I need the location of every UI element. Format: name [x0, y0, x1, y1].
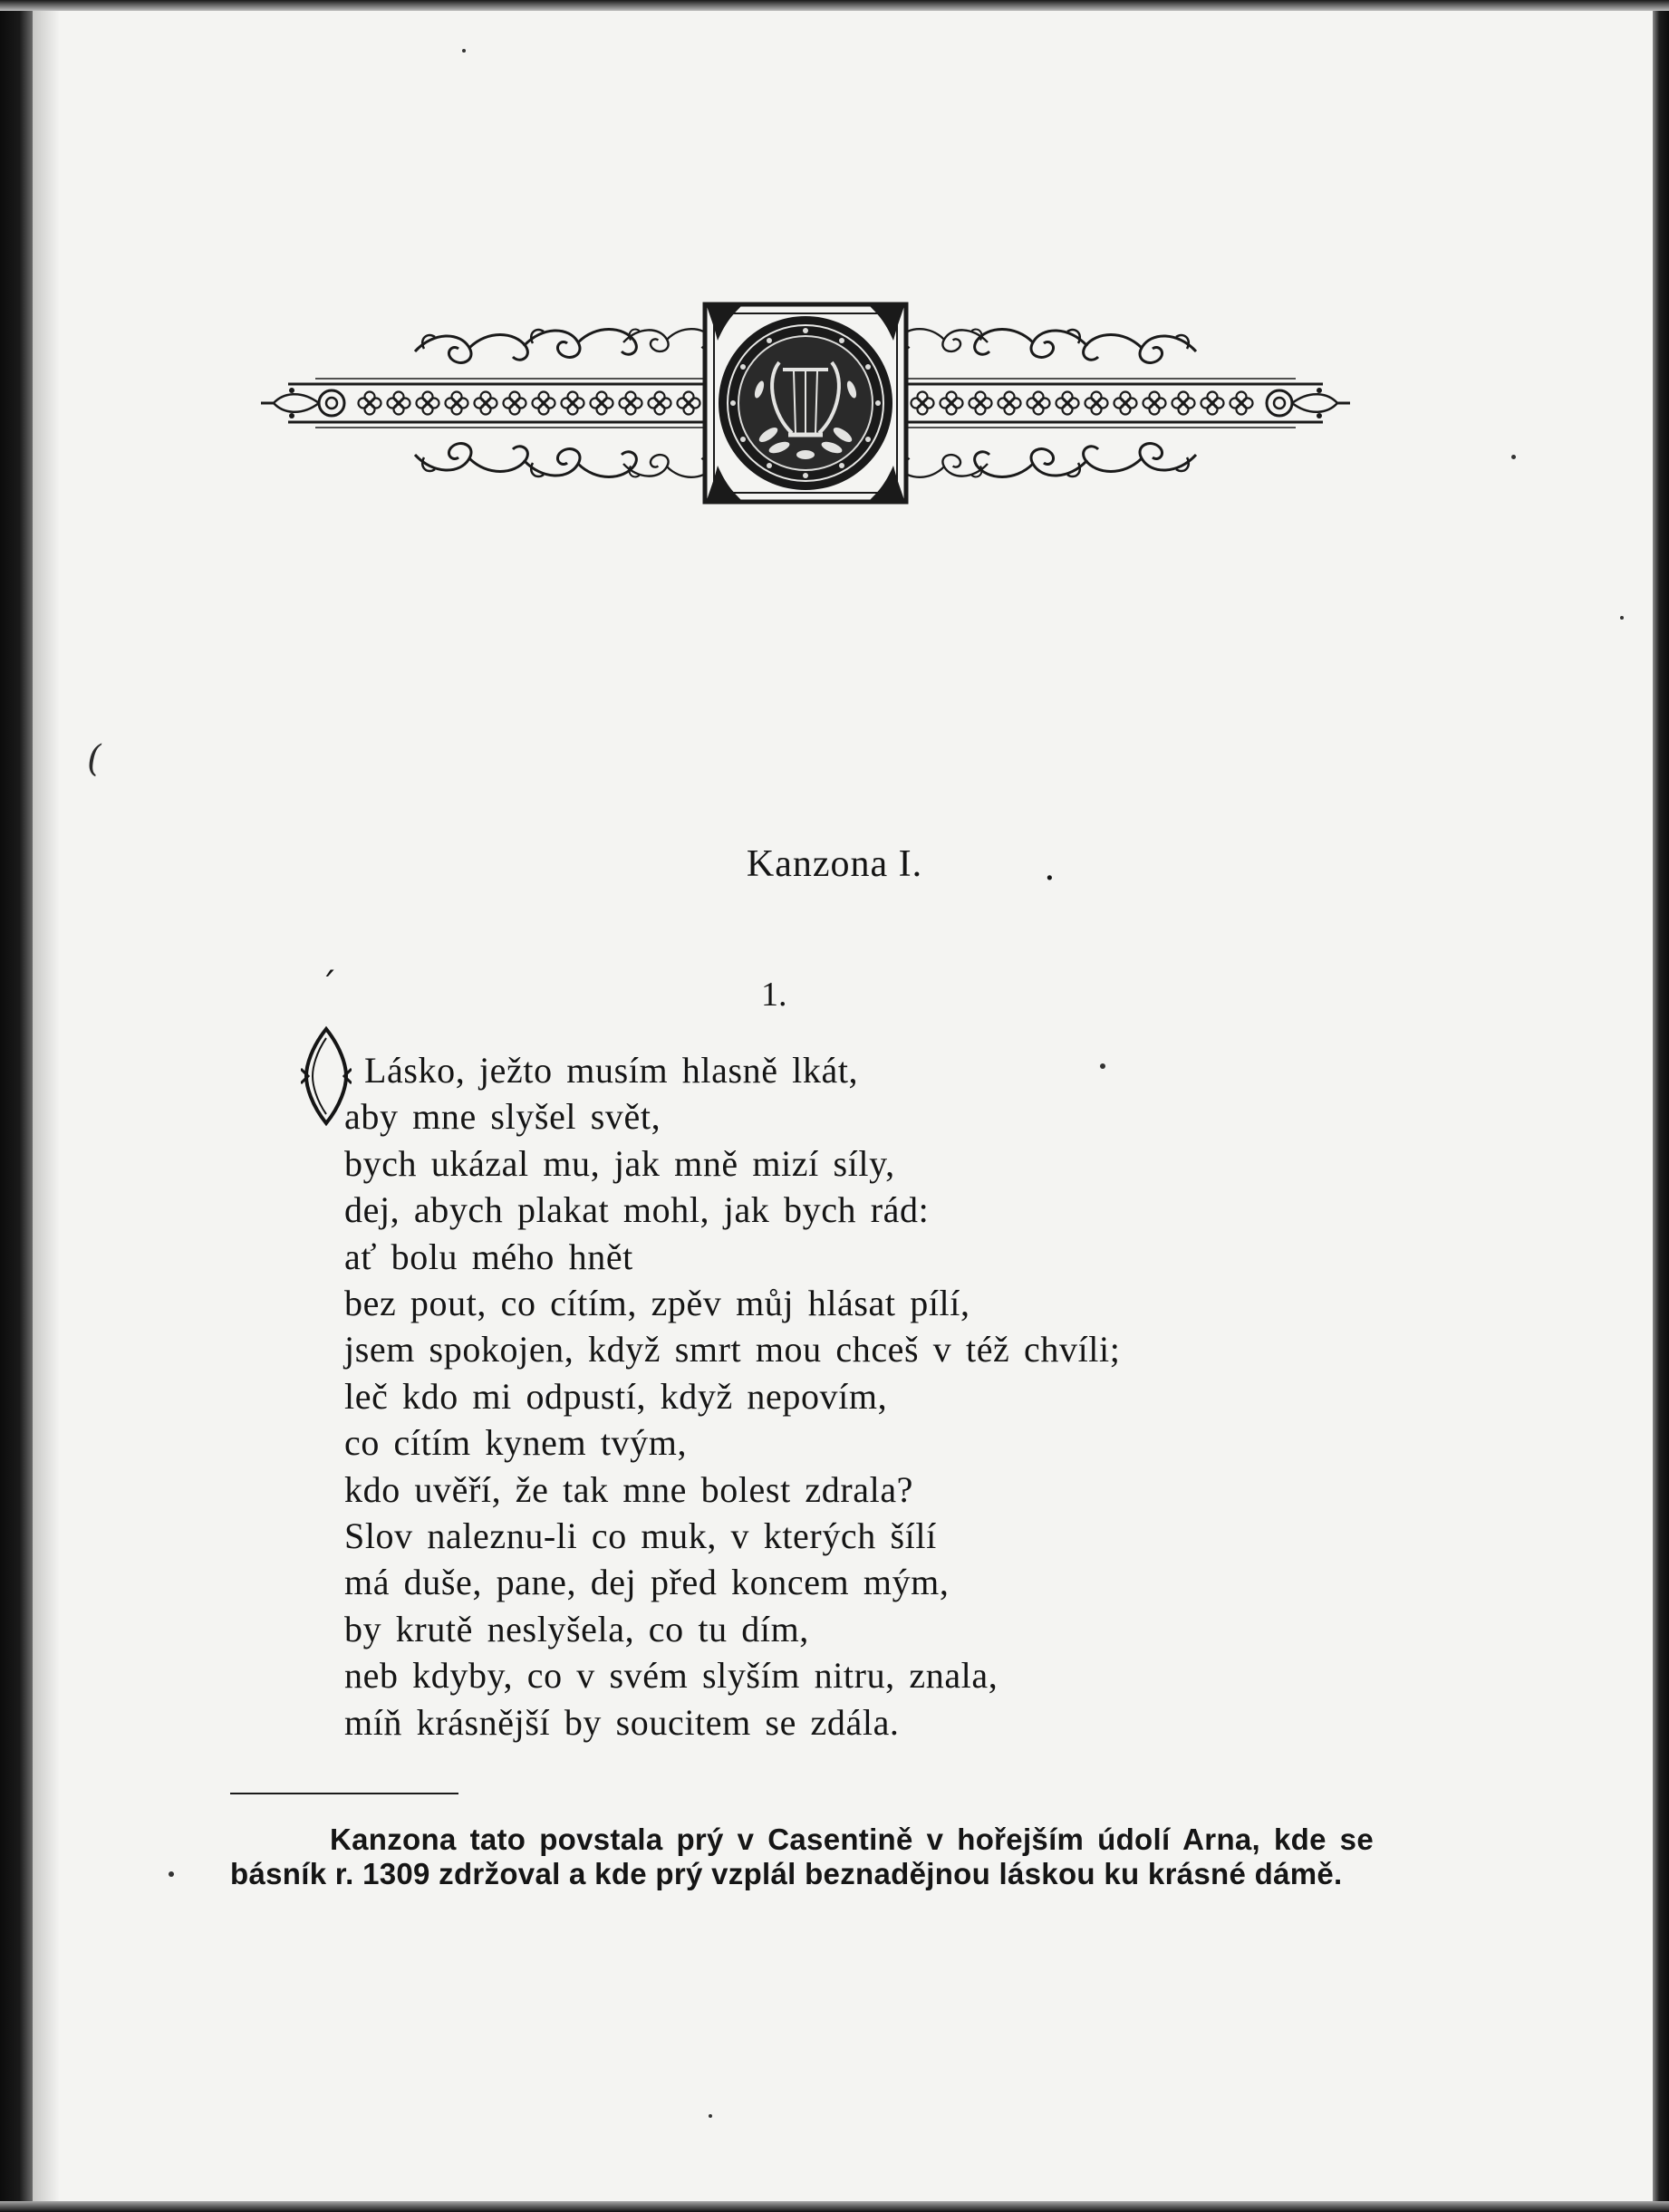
scan-edge-left: [0, 0, 33, 2212]
scan-speck: [709, 2114, 712, 2118]
poem-line: aby mne slyšel svět,: [344, 1096, 661, 1138]
scan-edge-top: [0, 0, 1669, 11]
poem-line: bych ukázal mu, jak mně mizí síly,: [344, 1142, 895, 1184]
poem-line: bez pout, co cítím, zpěv můj hlásat pílí,: [344, 1283, 970, 1324]
scan-speck: [1511, 455, 1516, 459]
stray-dot: .: [1044, 847, 1056, 889]
scan-speck: [1100, 1063, 1105, 1069]
poem-line: neb kdyby, co v svém slyším nitru, znala,: [344, 1655, 999, 1697]
poem-line: co cítím kynem tvým,: [344, 1422, 688, 1464]
page-title: Kanzona I.: [746, 843, 923, 885]
scan-speck: [462, 49, 466, 53]
footnote: Kanzona tato povstala prý v Casentině v hořejším údolí Arna, kde se básník r. 1309 zdržoval a kde prý vzplál beznadějnou láskou ku krásné dámě.: [230, 1822, 1374, 1890]
scan-edge-bottom: [0, 2201, 1669, 2212]
binding-shadow: [33, 0, 60, 2212]
poem-line: míň krásnější by soucitem se zdála.: [344, 1701, 900, 1743]
poem-line: dej, abych plakat mohl, jak bych rád:: [344, 1189, 930, 1231]
footnote-divider: [230, 1793, 458, 1794]
poem-line: má duše, pane, dej před koncem mým,: [344, 1562, 950, 1603]
poem-line: by krutě neslyšela, co tu dím,: [344, 1608, 809, 1649]
poem-line: kdo uvěří, že tak mne bolest zdrala?: [344, 1468, 914, 1510]
poem-stanza: [344, 1047, 1395, 1746]
poem-line: ať bolu mého hnět: [344, 1236, 633, 1277]
poem-line: Lásko, ježto musím hlasně lkát,: [364, 1050, 859, 1091]
poem-line: jsem spokojen, když smrt mou chceš v též chvíli;: [344, 1329, 1121, 1370]
scan-speck: [169, 1871, 174, 1877]
poem-line: Slov naleznu-li co muk, v kterých šílí: [344, 1515, 937, 1557]
scan-speck: [1620, 616, 1624, 620]
stray-pencil-mark: (: [87, 738, 101, 780]
drop-cap-accent: ´: [319, 967, 337, 1008]
stanza-number: 1.: [761, 976, 787, 1014]
ornamental-headpiece: [261, 299, 1350, 507]
poem-line: leč kdo mi odpustí, když nepovím,: [344, 1375, 888, 1417]
scan-edge-right: [1653, 0, 1669, 2212]
